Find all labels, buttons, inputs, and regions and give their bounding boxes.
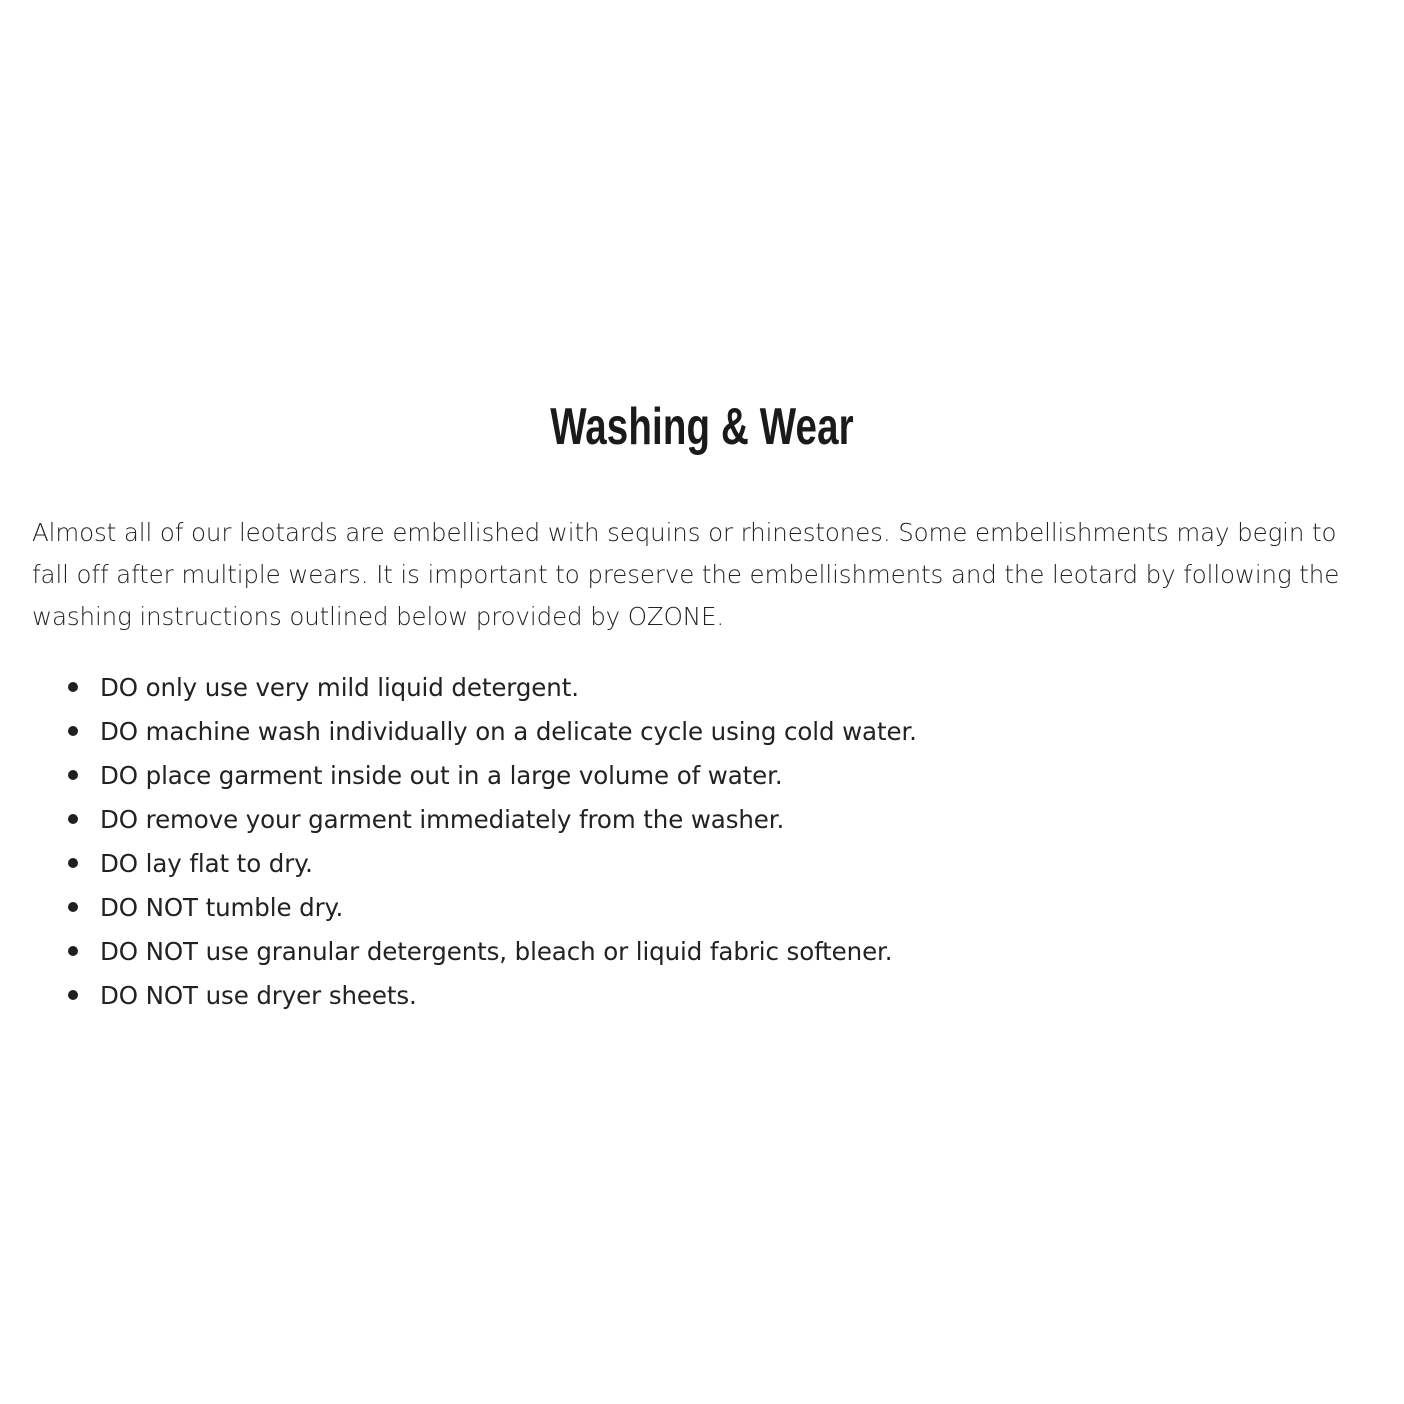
- bullet-icon: [68, 770, 78, 780]
- list-item-text: DO NOT use dryer sheets.: [100, 981, 417, 1010]
- list-item: [100, 710, 1372, 754]
- bullet-icon: [68, 682, 78, 692]
- bullet-icon: [68, 858, 78, 868]
- list-item-text: DO NOT use granular detergents, bleach or liquid fabric softener.: [100, 937, 893, 966]
- list-item: [100, 666, 1372, 710]
- bullet-icon: [68, 726, 78, 736]
- page-title: Washing & Wear: [550, 398, 854, 456]
- list-item: [100, 798, 1372, 842]
- list-item: [100, 974, 1372, 1018]
- washing-instructions-list: [32, 666, 1372, 1018]
- list-item: [100, 886, 1372, 930]
- bullet-icon: [68, 990, 78, 1000]
- list-item-text: DO lay flat to dry.: [100, 849, 313, 878]
- intro-paragraph: Almost all of our leotards are embellished with sequins or rhinestones. Some embellishments may begin to fall off after multiple wears. It is important to preserve the embellishments and the leotard by following the washing instructions outlined below provided by OZONE.: [32, 518, 1340, 631]
- bullet-icon: [68, 814, 78, 824]
- list-item: [100, 754, 1372, 798]
- bullet-icon: [68, 946, 78, 956]
- list-item: [100, 930, 1372, 974]
- list-item-text: DO place garment inside out in a large volume of water.: [100, 761, 783, 790]
- bullet-icon: [68, 902, 78, 912]
- list-item-text: DO only use very mild liquid detergent.: [100, 673, 579, 702]
- list-item-text: DO machine wash individually on a delicate cycle using cold water.: [100, 717, 917, 746]
- list-item-text: DO NOT tumble dry.: [100, 893, 344, 922]
- care-instructions-section: [32, 394, 1372, 1018]
- list-item: [100, 842, 1372, 886]
- list-item-text: DO remove your garment immediately from the washer.: [100, 805, 785, 834]
